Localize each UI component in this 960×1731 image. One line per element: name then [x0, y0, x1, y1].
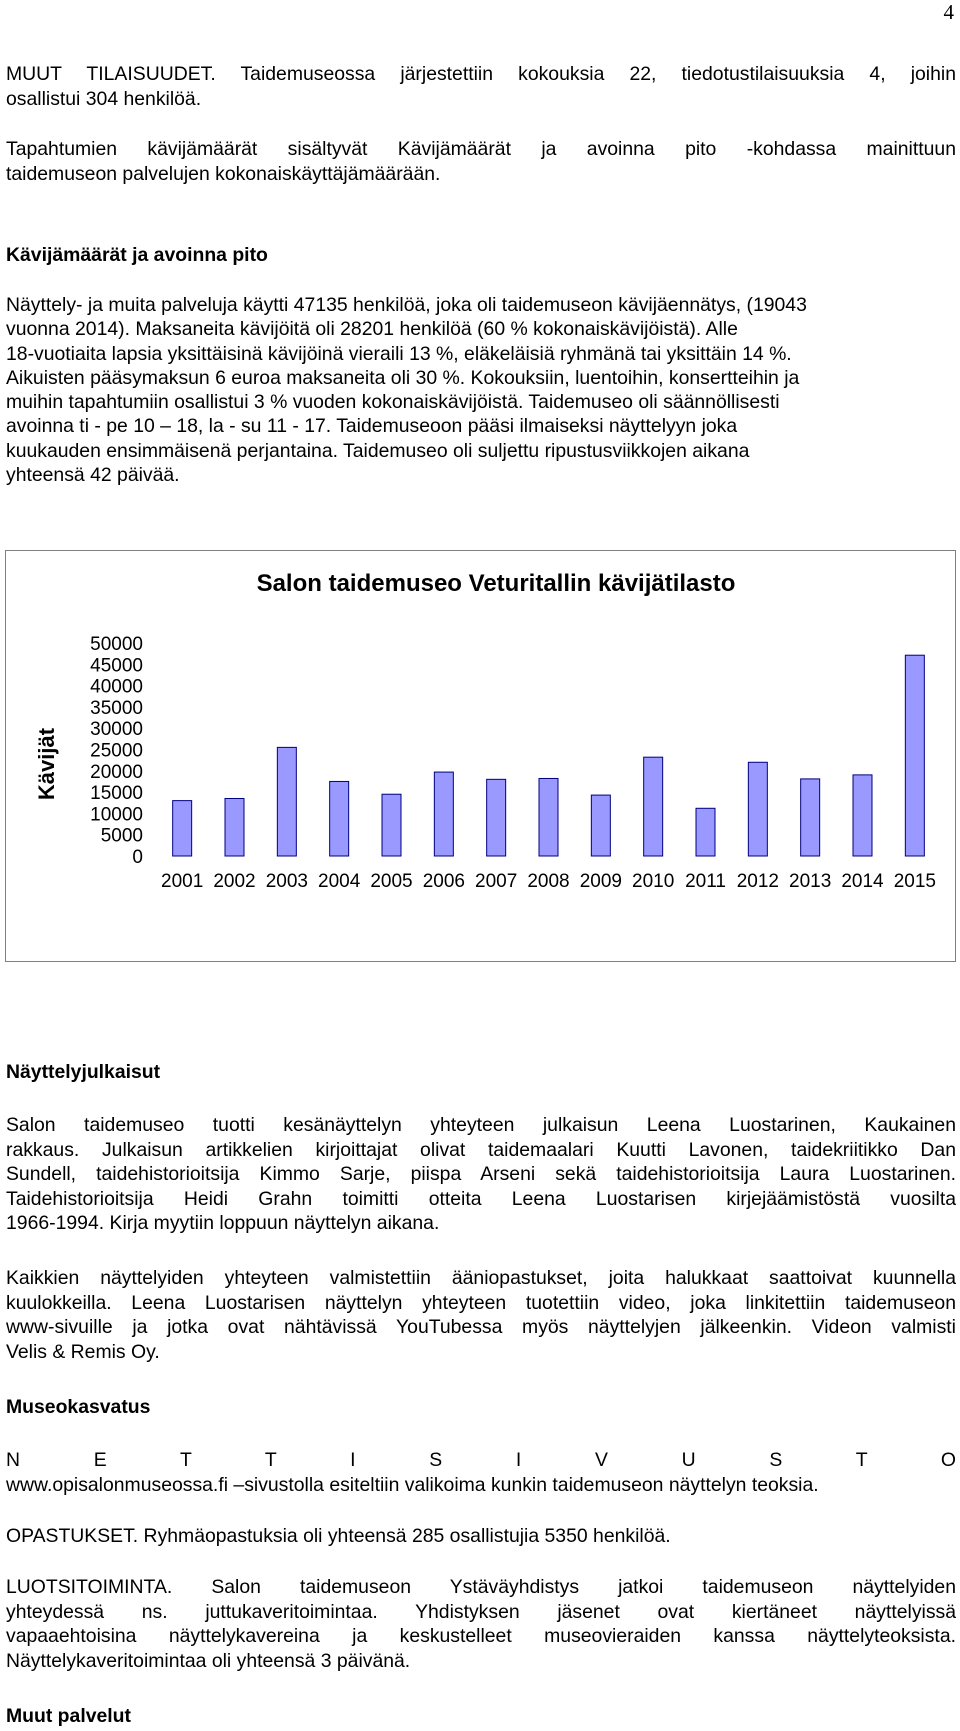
y-tick-label: 0: [132, 847, 143, 868]
y-tick-label: 15000: [90, 783, 143, 805]
text-line: yhteensä 42 päivää.: [6, 464, 180, 487]
bar-2007: [487, 779, 506, 856]
bar-2010: [644, 757, 663, 856]
x-tick-label: 2005: [370, 871, 413, 892]
bar-2008: [539, 778, 558, 856]
bar-2002: [225, 798, 244, 856]
x-tick-label: 2007: [475, 871, 518, 892]
x-tick-label: 2011: [685, 871, 726, 892]
text-line: N E T T I S I V U S T O: [6, 1449, 956, 1471]
y-tick-label: 35000: [90, 697, 143, 719]
paragraph-tapahtumat: [6, 137, 956, 186]
bar-2015: [905, 655, 924, 856]
bar-2003: [277, 747, 296, 856]
paragraph-muut-tilaisuudet: [6, 62, 956, 111]
y-tick-label: 50000: [90, 634, 143, 655]
x-tick-label: 2015: [893, 871, 936, 892]
x-tick-label: 2004: [318, 871, 361, 892]
bar-2011: [696, 808, 715, 856]
bars: [173, 655, 925, 856]
x-axis-ticks: [161, 871, 936, 892]
bar-2009: [591, 795, 610, 856]
text-line: www-sivuille ja jotka ovat nähtävissä YouTubessa myös näyttelyjen jälkeenkin. Videon valmisti: [6, 1316, 956, 1338]
text-line: Tapahtumien kävijämäärät sisältyvät Kävijämäärät ja avoinna pito -kohdassa mainittuun: [6, 138, 956, 160]
y-axis-ticks: [90, 634, 143, 868]
text-line: 18-vuotiaita lapsia yksittäisinä kävijöinä vieraili 13 %, eläkeläisiä ryhmänä tai yksittäin 14 %.: [6, 342, 792, 365]
bar-2013: [801, 779, 820, 856]
bar-chart-svg: [6, 551, 955, 961]
visitor-chart: [5, 550, 956, 962]
text-line: yhteydessä ns. juttukaveritoimintaa. Yhdistyksen jäsenet ovat kiertäneet näyttelyissä: [6, 1600, 956, 1623]
paragraph-nettisivusto: [6, 1448, 956, 1497]
paragraph-julkaisu: [6, 1113, 956, 1236]
x-tick-label: 2012: [736, 871, 779, 892]
text-line: muihin tapahtumiin osallistui 3 % vuoden kokonaiskävijöistä. Taidemuseo oli säännöllisesti: [6, 391, 780, 414]
y-axis-label: Kävijät: [34, 727, 59, 801]
text-line: Taidehistorioitsija Heidi Grahn toimitti otteita Leena Luostarisen kirjejäämistöstä vuosilta: [6, 1187, 956, 1210]
section-heading-muut-palvelut: Muut palvelut: [6, 1705, 131, 1727]
text-line: rakkaus. Julkaisun artikkelien kirjoittajat olivat taidemaalari Kuutti Lavonen, taidekriitikko Dan: [6, 1138, 956, 1161]
text-line: Velis & Remis Oy.: [6, 1340, 160, 1363]
paragraph-kavijamaarat: [6, 293, 956, 487]
y-tick-label: 30000: [90, 719, 143, 741]
x-tick-label: 2010: [632, 871, 675, 892]
text-line: Kaikkien näyttelyiden yhteyteen valmistettiin ääniopastukset, joita halukkaat saattoivat kuunnella: [6, 1267, 956, 1289]
paragraph-opastukset: OPASTUKSET. Ryhmäopastuksia oli yhteensä 285 osallistujia 5350 henkilöä.: [6, 1525, 671, 1547]
text-line: kuulokkeilla. Leena Luostarisen näyttelyn yhteyteen tuotettiin video, joka linkitettiin taidemuseon: [6, 1291, 956, 1314]
y-tick-label: 25000: [90, 740, 143, 762]
x-tick-label: 2013: [789, 871, 832, 892]
text-line: avoinna ti - pe 10 – 18, la - su 11 - 17. Taidemuseoon pääsi ilmaiseksi näyttelyyn joka: [6, 415, 738, 438]
text-line: taidemuseon palvelujen kokonaiskäyttäjämäärään.: [6, 162, 441, 185]
bar-2006: [434, 772, 453, 856]
paragraph-luotsitoiminta: [6, 1575, 956, 1673]
bar-2012: [748, 762, 767, 856]
text-line: vuonna 2014). Maksaneita kävijöitä oli 28201 henkilöä (60 % kokonaiskävijöistä). Alle: [6, 318, 738, 341]
bar-2005: [382, 794, 401, 856]
y-tick-label: 5000: [100, 825, 143, 847]
y-tick-label: 45000: [90, 655, 143, 677]
text-line: Näyttelykaveritoimintaa oli yhteensä 3 päivänä.: [6, 1649, 411, 1672]
text-line: kuukauden ensimmäisenä perjantaina. Taidemuseo oli suljettu ripustusviikkojen aikana: [6, 439, 750, 462]
text-line: Näyttely- ja muita palveluja käytti 47135 henkilöä, joka oli taidemuseon kävijäennätys, (19043: [6, 294, 807, 316]
x-tick-label: 2003: [265, 871, 308, 892]
text-line: osallistui 304 henkilöä.: [6, 87, 202, 110]
paragraph-aaniopastukset: [6, 1266, 956, 1364]
bar-2004: [330, 781, 349, 856]
text-line: LUOTSITOIMINTA. Salon taidemuseon Ystäväyhdistys jatkoi taidemuseon näyttelyiden: [6, 1576, 956, 1598]
text-line: Aikuisten pääsymaksun 6 euroa maksaneita oli 30 %. Kokouksiin, luentoihin, konsertteihin ja: [6, 366, 800, 389]
page-number: 4: [943, 0, 954, 24]
text-line: Salon taidemuseo tuotti kesänäyttelyn yhteyteen julkaisun Leena Luostarinen, Kaukainen: [6, 1114, 956, 1136]
x-tick-label: 2002: [213, 871, 256, 892]
y-tick-label: 20000: [90, 761, 143, 783]
x-tick-label: 2008: [527, 871, 570, 892]
section-heading-museokasvatus: Museokasvatus: [6, 1396, 151, 1418]
y-tick-label: 10000: [90, 804, 143, 826]
section-heading-kavijamaarat: Kävijämäärät ja avoinna pito: [6, 244, 268, 266]
text-line: Sundell, taidehistorioitsija Kimmo Sarje, piispa Arseni sekä taidehistorioitsija Laura Luostarinen.: [6, 1163, 956, 1185]
text-line: www.opisalonmuseossa.fi –sivustolla esiteltiin valikoima kunkin taidemuseon näyttelyn teoksia.: [6, 1473, 819, 1496]
text-line: 1966-1994. Kirja myytiin loppuun näyttelyn aikana.: [6, 1212, 440, 1234]
section-heading-nayttelyjulkaisut: Näyttelyjulkaisut: [6, 1061, 161, 1083]
x-tick-label: 2009: [579, 871, 622, 892]
bar-2014: [853, 775, 872, 856]
bar-2001: [173, 801, 192, 856]
chart-title: Salon taidemuseo Veturitallin kävijätilasto: [256, 570, 736, 597]
x-tick-label: 2001: [161, 871, 204, 892]
y-tick-label: 40000: [90, 676, 143, 698]
text-line: vapaaehtoisina näyttelykavereina ja keskustelleet museovieraiden kanssa näyttelyteoksista.: [6, 1625, 956, 1647]
text-line: MUUT TILAISUUDET. Taidemuseossa järjestettiin kokouksia 22, tiedotustilaisuuksia 4, joihin: [6, 63, 956, 85]
x-tick-label: 2014: [841, 871, 884, 892]
x-tick-label: 2006: [422, 871, 465, 892]
